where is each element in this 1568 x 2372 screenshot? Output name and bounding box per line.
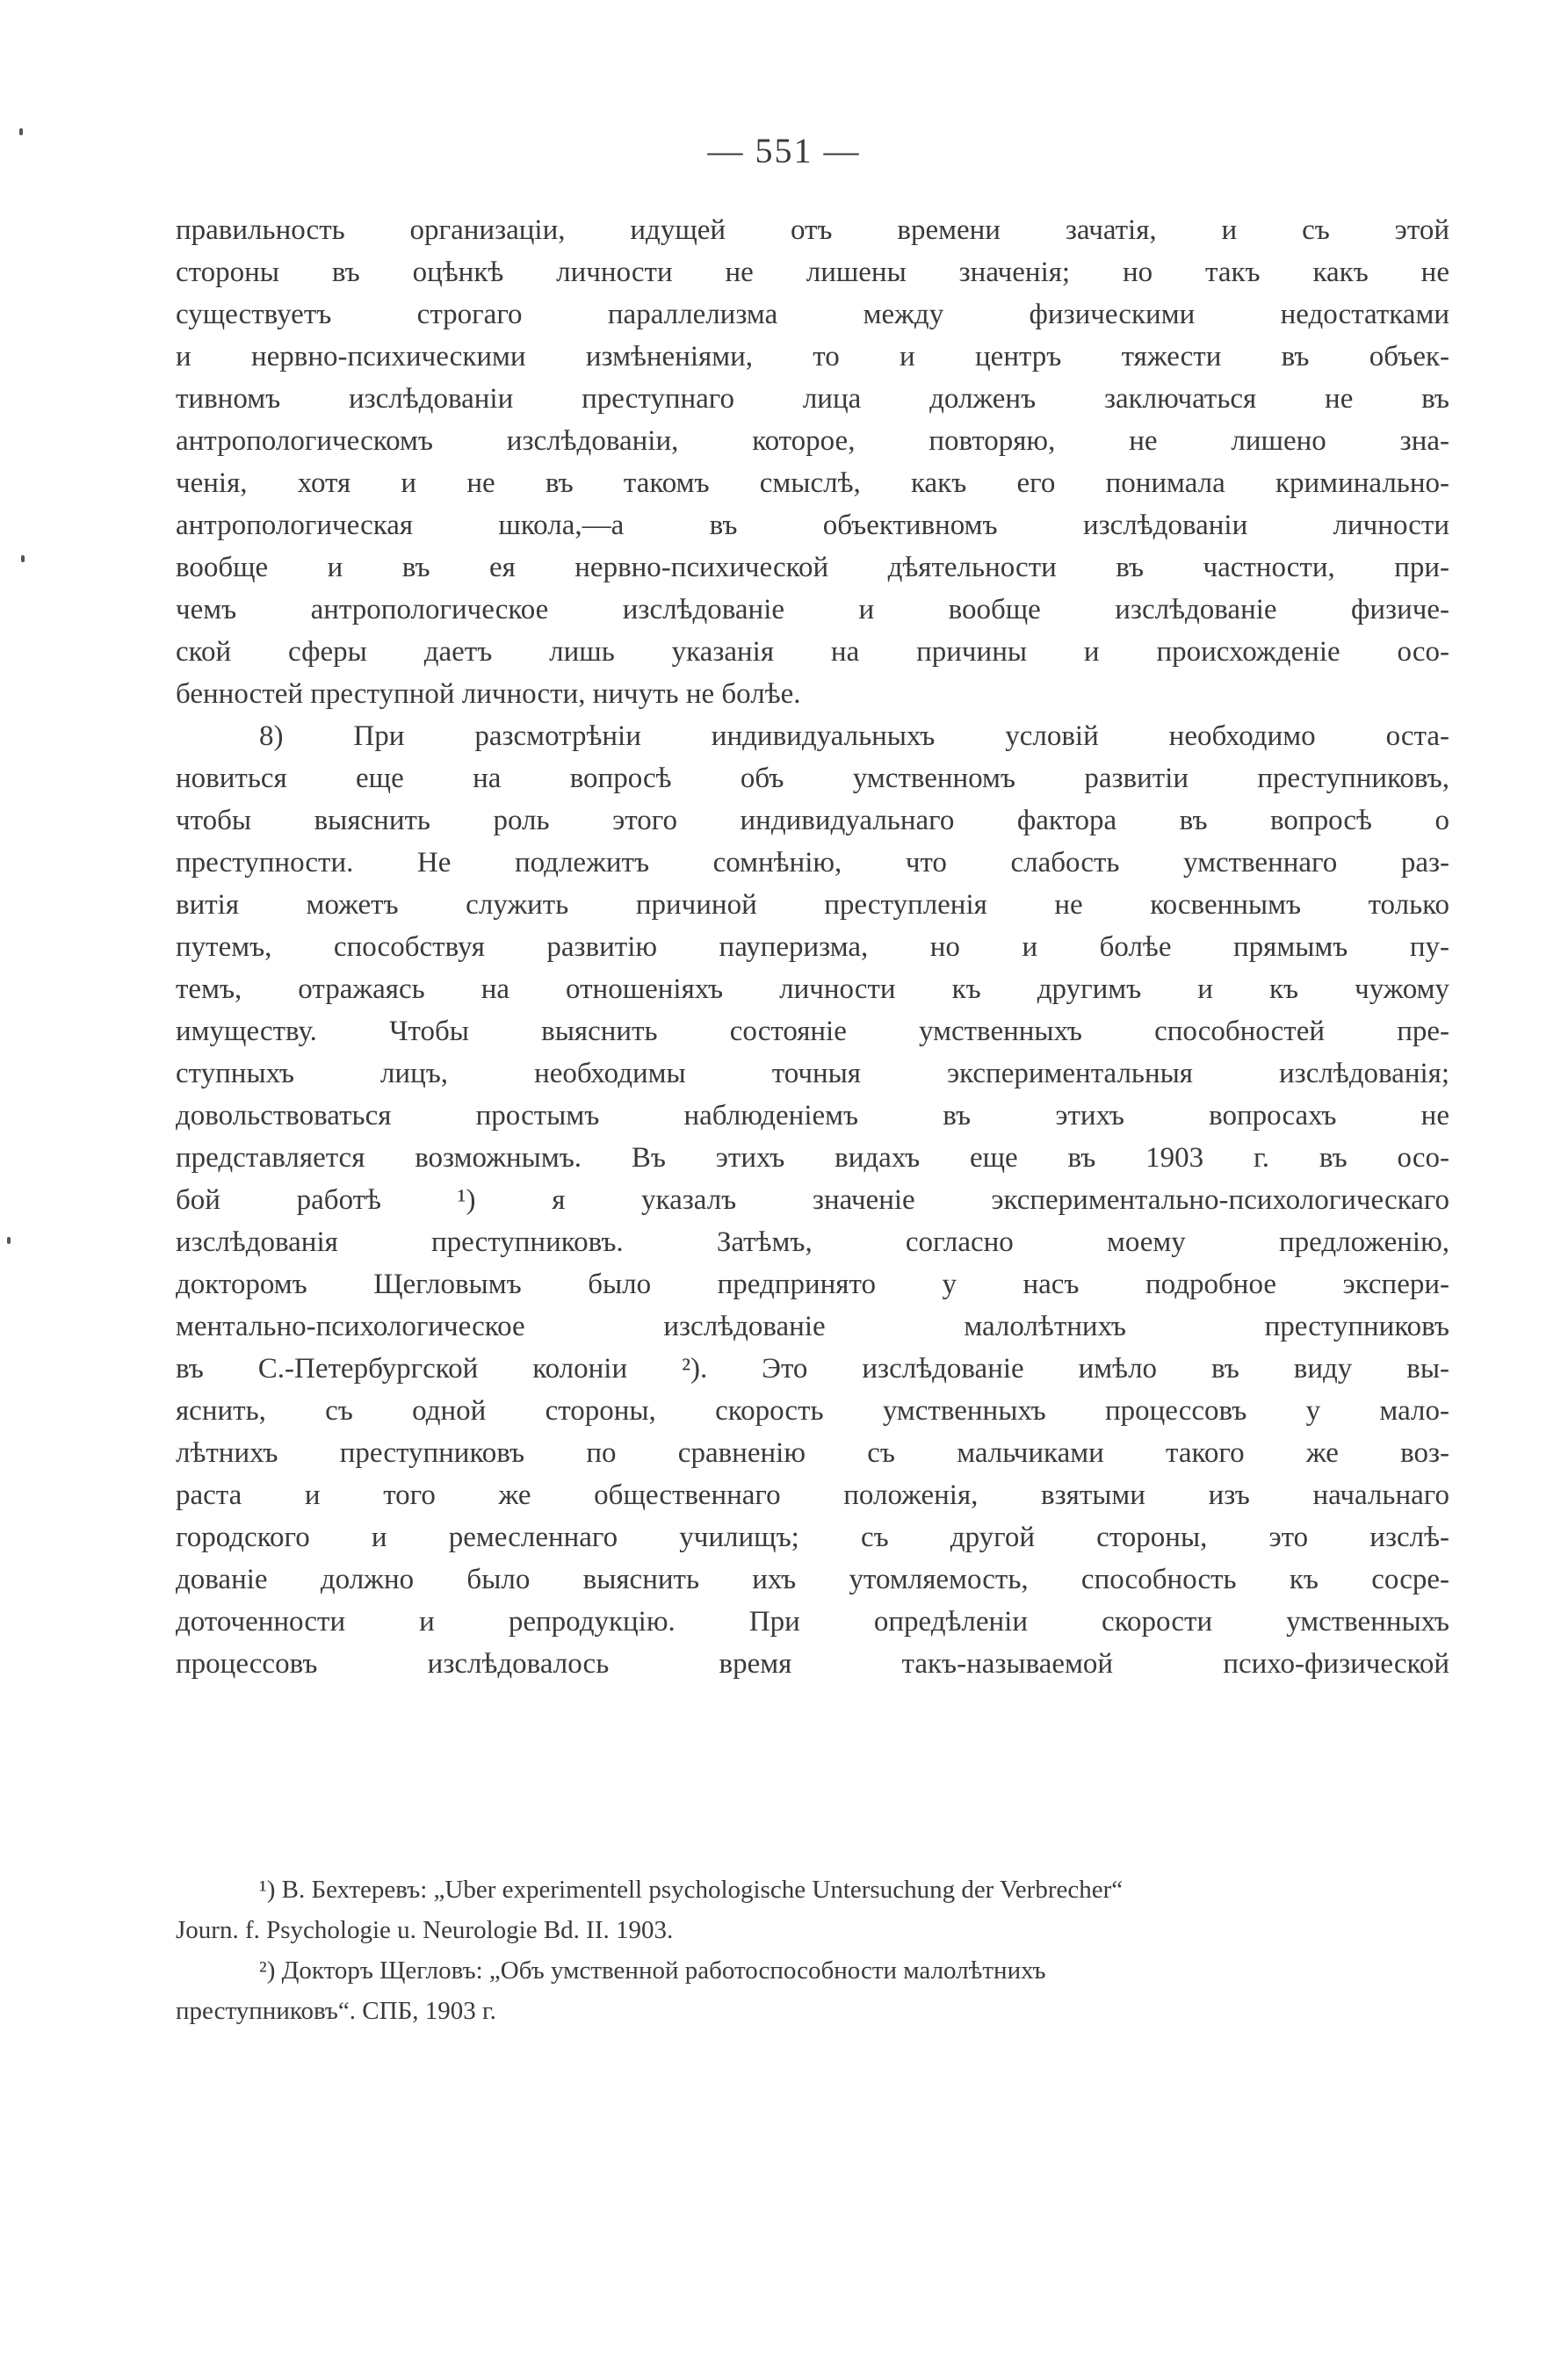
footnote-1-cont: Journ. f. Psychologie u. Neurologie Bd. II. 1903. xyxy=(176,1916,674,1944)
text-line: путемъ, способствуя развитiю пауперизма, но и болѣе прямымъ пу- xyxy=(176,931,1449,963)
text-line: лѣтнихъ преступниковъ по сравненiю съ мальчиками такого же воз- xyxy=(176,1437,1449,1469)
footnotes xyxy=(176,1869,1449,2031)
text-line: имуществу. Чтобы выяснить состоянiе умственныхъ способностей пре- xyxy=(176,1016,1449,1047)
text-line: бенностей преступной личности, ничуть не болѣе. xyxy=(176,678,801,710)
text-line: существуетъ строгаго параллелизма между физическими недостатками xyxy=(176,299,1449,330)
text-line: ступныхъ лицъ, необходимы точныя экспериментальныя изслѣдованiя; xyxy=(176,1058,1449,1089)
text-line: раста и того же общественнаго положенiя, взятыми изъ начальнаго xyxy=(176,1479,1449,1511)
margin-mark xyxy=(19,128,23,135)
text-line: яснить, съ одной стороны, скорость умственныхъ процессовъ у мало- xyxy=(176,1395,1449,1427)
text-line: витiя можетъ служить причиной преступленiя не косвеннымъ только xyxy=(176,889,1449,921)
text-line: городского и ремесленнаго училищъ; съ другой стороны, это изслѣ- xyxy=(176,1522,1449,1553)
margin-mark xyxy=(7,1237,11,1244)
text-line: дованiе должно было выяснить ихъ утомляемость, способность къ сосре- xyxy=(176,1564,1449,1595)
text-line: стороны въ оцѣнкѣ личности не лишены значенiя; но такъ какъ не xyxy=(176,257,1449,288)
text-line: новиться еще на вопросѣ объ умственномъ развитiи преступниковъ, xyxy=(176,763,1449,794)
text-line: процессовъ изслѣдовалось время такъ-называемой психо-физической xyxy=(176,1648,1449,1680)
text-line: чтобы выяснить роль этого индивидуальнаго фактора въ вопросѣ о xyxy=(176,805,1449,836)
paragraph-start: 8) При разсмотрѣнiи индивидуальныхъ условiй необходимо оста- xyxy=(259,720,1449,752)
text-line: правильность организацiи, идущей отъ времени зачатiя, и съ этой xyxy=(176,214,1449,246)
footnote-1: ¹) В. Бехтеревъ: „Uber experimentell psychologische Untersuchung der Verbrecher“ xyxy=(259,1876,1124,1904)
text-line: довольствоваться простымъ наблюденiемъ въ этихъ вопросахъ не xyxy=(176,1100,1449,1132)
text-line: темъ, отражаясь на отношенiяхъ личности къ другимъ и къ чужому xyxy=(176,973,1449,1005)
footnote-2-cont: преступниковъ“. СПБ, 1903 г. xyxy=(176,1997,496,2025)
text-line: въ С.-Петербургской колонiи ²). Это изслѣдованiе имѣло въ виду вы- xyxy=(176,1353,1449,1385)
page-number: — 551 — xyxy=(707,131,861,170)
main-text xyxy=(176,209,1449,1685)
text-line: представляется возможнымъ. Въ этихъ видахъ еще въ 1903 г. въ осо- xyxy=(176,1142,1449,1174)
text-line: ментально-психологическое изслѣдованiе малолѣтнихъ преступниковъ xyxy=(176,1311,1449,1342)
text-line: антропологическая школа,—а въ объективномъ изслѣдованiи личности xyxy=(176,510,1449,541)
text-line: ской сферы даетъ лишь указанiя на причины и происхожденiе осо- xyxy=(176,636,1449,668)
text-line: доточенности и репродукцiю. При опредѣленiи скорости умственныхъ xyxy=(176,1606,1449,1638)
text-line: изслѣдованiя преступниковъ. Затѣмъ, согласно моему предложенiю, xyxy=(176,1226,1449,1258)
text-line: антропологическомъ изслѣдованiи, которое, повторяю, не лишено зна- xyxy=(176,425,1449,457)
text-line: ченiя, хотя и не въ такомъ смыслѣ, какъ его понимала криминально- xyxy=(176,467,1449,499)
text-line: докторомъ Щегловымъ было предпринято у насъ подробное экспери- xyxy=(176,1269,1449,1300)
margin-mark xyxy=(21,555,25,562)
text-line: преступности. Не подлежитъ сомнѣнiю, что слабость умственнаго раз- xyxy=(176,847,1449,879)
footnote-2: ²) Докторъ Щегловъ: „Объ умственной работоспособности малолѣтнихъ xyxy=(259,1956,1046,1985)
text-line: чемъ антропологическое изслѣдованiе и вообще изслѣдованiе физиче- xyxy=(176,594,1449,626)
text-line: тивномъ изслѣдованiи преступнаго лица долженъ заключаться не въ xyxy=(176,383,1449,415)
text-line: вообще и въ ея нервно-психической дѣятельности въ частности, при- xyxy=(176,552,1449,583)
text-line: бой работѣ ¹) я указалъ значенiе экспериментально-психологическаго xyxy=(176,1184,1449,1216)
text-line: и нервно-психическими измѣненiями, то и центръ тяжести въ объек- xyxy=(176,341,1449,372)
